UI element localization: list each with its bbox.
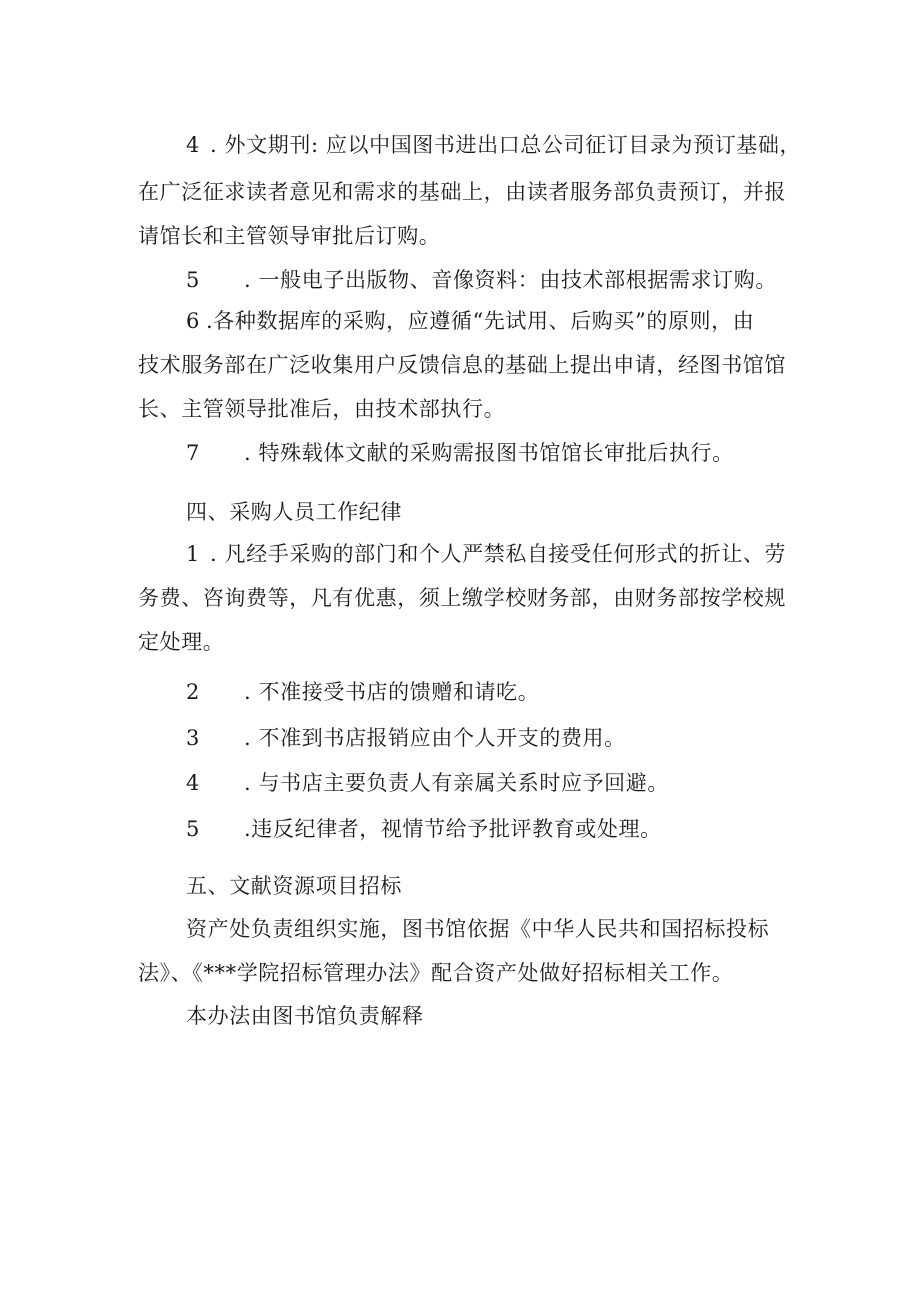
paragraph-line <box>186 266 777 294</box>
item-number: 6 <box>186 309 200 333</box>
paragraph-line <box>138 351 786 379</box>
paragraph-text: 在广泛征求读者意见和需求的基础上，由读者服务部负责预订，并报 <box>138 180 786 204</box>
item-number: 2 <box>186 680 200 704</box>
paragraph-line <box>186 678 539 706</box>
paragraph-text: . 特殊载体文献的采购需报图书馆馆长审批后执行。 <box>244 441 734 465</box>
paragraph-line <box>186 815 662 843</box>
paragraph-line <box>138 222 440 250</box>
paragraph-text: 请馆长和主管领导审批后订购。 <box>138 224 441 248</box>
item-number: 5 <box>186 268 200 292</box>
heading-text: 四、采购人员工作纪律 <box>186 500 402 524</box>
paragraph-text: 技术服务部在广泛收集用户反馈信息的基础上提出申请，经图书馆馆 <box>138 353 786 377</box>
item-number: 3 <box>186 726 200 750</box>
paragraph-line <box>186 439 734 467</box>
paragraph-line <box>186 131 801 159</box>
item-number: 7 <box>186 441 200 465</box>
paragraph-line <box>138 178 786 206</box>
paragraph-line <box>186 307 754 335</box>
section-heading <box>186 872 402 900</box>
paragraph-line <box>138 628 224 656</box>
paragraph-line <box>186 915 769 943</box>
paragraph-text: 资产处负责组织实施，图书馆依据《中华人民共和国招标投标 <box>186 917 770 941</box>
paragraph-text: 法》、《***学院招标管理办法》配合资产处做好招标相关工作。 <box>138 961 734 985</box>
paragraph-line <box>186 540 786 568</box>
paragraph-text: 本办法由图书馆负责解释 <box>186 1004 424 1028</box>
paragraph-line <box>186 769 669 797</box>
paragraph-text: 定处理。 <box>138 630 225 654</box>
paragraph-line <box>138 584 786 612</box>
closing-line <box>186 1002 424 1030</box>
paragraph-text: 长、主管领导批准后，由技术部执行。 <box>138 397 506 421</box>
paragraph-text: 务费、咨询费等，凡有优惠，须上缴学校财务部，由财务部按学校规 <box>138 586 786 610</box>
item-number: 4 <box>186 771 200 795</box>
heading-text: 五、文献资源项目招标 <box>186 874 402 898</box>
paragraph-line <box>138 959 734 987</box>
paragraph-text: . 不准接受书店的馈赠和请吃。 <box>244 680 540 704</box>
item-number: 5 <box>186 817 200 841</box>
paragraph-text: .各种数据库的采购，应遵循“先试用、后购买”的原则，由 <box>206 309 755 333</box>
paragraph-line <box>138 395 505 423</box>
item-number: 4 <box>186 133 200 157</box>
paragraph-text: . 与书店主要负责人有亲属关系时应予回避。 <box>244 771 669 795</box>
paragraph-line <box>186 724 626 752</box>
item-number: 1 <box>186 542 200 566</box>
paragraph-text: . 不准到书店报销应由个人开支的费用。 <box>244 726 626 750</box>
paragraph-text: .违反纪律者，视情节给予批评教育或处理。 <box>244 817 662 841</box>
paragraph-text: . 凡经手采购的部门和个人严禁私自接受任何形式的折让、劳 <box>210 542 787 566</box>
paragraph-text: . 外文期刊: 应以中国图书进出口总公司征订目录为预订基础， <box>210 133 802 157</box>
paragraph-text: . 一般电子出版物、音像资料：由技术部根据需求订购。 <box>244 268 777 292</box>
section-heading <box>186 498 402 526</box>
